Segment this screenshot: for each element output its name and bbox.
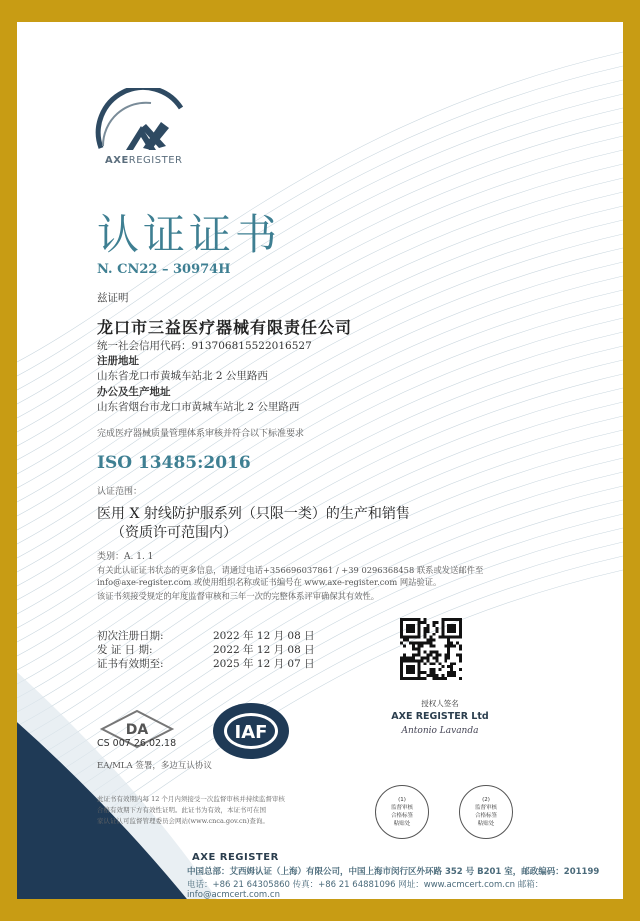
validity-note-1: 此证书有效期内每 12 个月内须接受一次监督审核并持续监督审核 <box>97 795 285 803</box>
scope-line-2: （资质许可范围内） <box>111 525 237 541</box>
validity-note-2: 合格有效期下方有效性证明。此证书为有效，本证书可在国 <box>97 806 266 814</box>
logo-wordmark: AXEREGISTER <box>105 155 183 166</box>
footer-brand: AXE REGISTER <box>192 852 279 863</box>
credit-code: 统一社会信用代码：913706815522016527 <box>97 340 312 352</box>
category: 类别：A. 1. 1 <box>97 552 154 562</box>
company-name: 龙口市三益医疗器械有限责任公司 <box>97 318 353 337</box>
footer-address: 中国总部：艾西姆认证（上海）有限公司，中国上海市闵行区外环路 352 号 B201 室，邮政编码：201199 <box>187 867 600 877</box>
authorized-signature-block <box>385 698 495 736</box>
date-value-issue: 2022 年 12 月 08 日 <box>213 644 315 656</box>
office-address-label: 办公及生产地址 <box>97 386 171 398</box>
agent-label: 授权人签名 <box>421 699 459 708</box>
axe-register-logo <box>91 88 191 198</box>
date-label-expiry: 证书有效期至: <box>97 658 164 670</box>
scope-line-1: 医用 X 射线防护服系列（只限一类）的生产和销售 <box>97 506 410 522</box>
validity-note-3: 家认证认可监督管理委员会网站(www.cnca.gov.cn)查询。 <box>97 817 269 825</box>
audit-text: 完成医疗器械质量管理体系审核并符合以下标准要求 <box>97 429 305 439</box>
reg-address-label: 注册地址 <box>97 355 139 367</box>
date-value-initial: 2022 年 12 月 08 日 <box>213 630 315 642</box>
footer-contact: 电话：+86 21 64305860 传真：+86 21 64881096 网址：www.acmcert.com.cn 邮箱：info@acmcert.com.cn <box>187 880 544 899</box>
date-label-initial: 初次注册日期: <box>97 630 164 642</box>
info-line-2: info@axe-register.com 或使用组织名称或证书编号在 www.axe-register.com 网站验证。 <box>97 577 442 587</box>
reg-address: 山东省龙口市黄城车站北 2 公里路西 <box>97 370 268 382</box>
info-line-1: 有关此认证证书状态的更多信息，请通过电话+356696037861 / +39 0296368458 联系或发送邮件至 <box>97 565 484 575</box>
qr-code[interactable] <box>400 618 462 680</box>
date-label-issue: 发 证 日 期: <box>97 644 153 656</box>
iaf-text: IAF <box>234 722 268 743</box>
agent-signature: Antonio Lavanda <box>401 726 479 736</box>
da-code: CS 007 26.02.18 <box>97 738 177 749</box>
surveillance-seal-1: (1) 监督审核 合格标签 粘贴处 <box>375 785 429 839</box>
date-value-expiry: 2025 年 12 月 07 日 <box>213 658 315 670</box>
iso-standard: ISO 13485:2016 <box>97 453 251 473</box>
office-address: 山东省烟台市龙口市黄城车站北 2 公里路西 <box>97 401 300 413</box>
certificate-number: N. CN22 – 30974H <box>97 262 231 277</box>
surveillance-seal-2: (2) 监督审核 合格标签 粘贴处 <box>459 785 513 839</box>
da-accreditation-logo <box>97 707 177 763</box>
hereby-text: 兹证明 <box>97 292 129 304</box>
info-line-3: 该证书须接受规定的年度监督审核和三年一次的完整体系评审确保其有效性。 <box>97 591 380 601</box>
scope-label: 认证范围： <box>97 487 143 497</box>
agent-company: AXE REGISTER Ltd <box>391 711 489 722</box>
iaf-logo <box>211 701 291 761</box>
svg-text:DA: DA <box>125 722 149 738</box>
certificate-paper <box>17 22 623 899</box>
certificate-title: 认证证书 <box>97 210 282 259</box>
ea-mla-text: EA/MLA 签署，多边互认协议 <box>97 761 212 771</box>
